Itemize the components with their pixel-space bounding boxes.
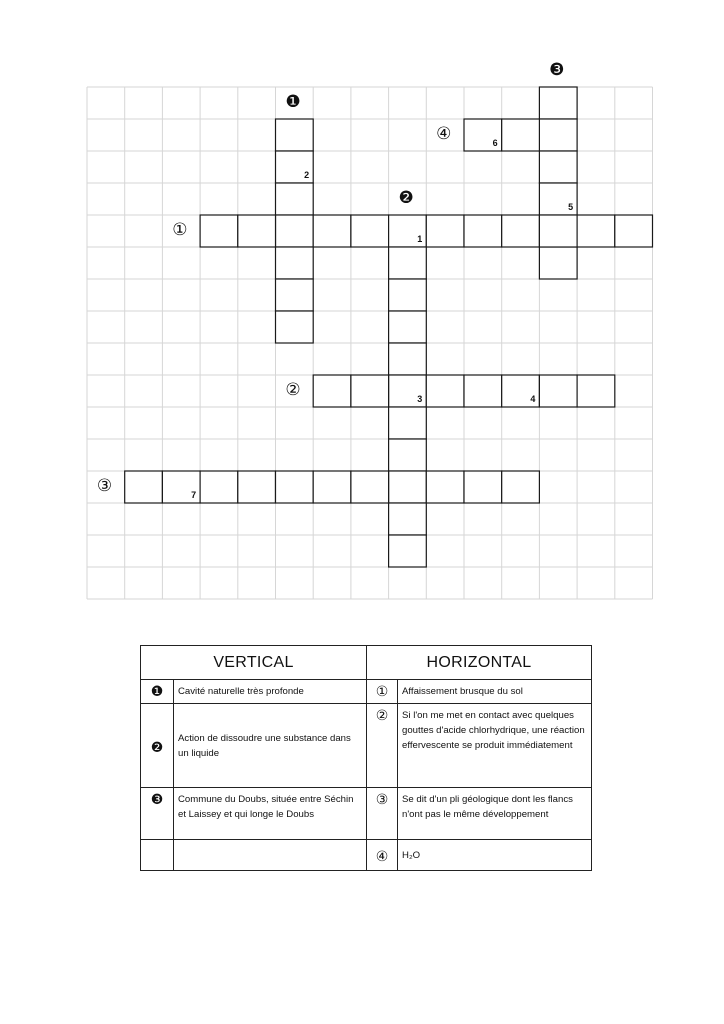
answer-cell	[238, 215, 276, 247]
answer-cell	[464, 215, 502, 247]
horizontal-clue-text: H₂O	[398, 840, 592, 871]
answer-cell	[577, 215, 615, 247]
vertical-clue-number	[141, 840, 174, 871]
answer-cell	[502, 119, 540, 151]
vertical-clue-text: Cavité naturelle très profonde	[174, 680, 367, 704]
answer-cell	[389, 407, 427, 439]
answer-cell	[539, 247, 577, 279]
answer-cell	[389, 471, 427, 503]
answer-cell	[389, 535, 427, 567]
horizontal-clue-number: ③	[367, 788, 398, 840]
clues-header-row	[141, 646, 592, 680]
answer-cell	[313, 375, 351, 407]
answer-cell	[389, 439, 427, 471]
answer-cell	[389, 311, 427, 343]
cell-number: 7	[191, 490, 197, 500]
clue-row	[141, 680, 592, 704]
answer-cell	[426, 215, 464, 247]
answer-cell	[539, 151, 577, 183]
cell-number: 6	[492, 138, 498, 148]
clue-row	[141, 840, 592, 871]
horizontal-clue-text: Se dit d'un pli géologique dont les flancs n'ont pas le même développement	[398, 788, 592, 840]
answer-cell	[577, 375, 615, 407]
answer-cell	[276, 471, 314, 503]
vertical-clue-number: ❷	[141, 704, 174, 788]
horizontal-clue-number: ②	[367, 704, 398, 788]
horizontal-clue-marker: ④	[436, 124, 452, 144]
answer-cell	[276, 247, 314, 279]
vertical-clue-text: Action de dissoudre une substance dans un liquide	[174, 704, 367, 788]
answer-cell	[615, 215, 653, 247]
horizontal-clue-marker: ②	[285, 380, 301, 400]
answer-cell	[539, 87, 577, 119]
horizontal-clue-text: Si l'on me met en contact avec quelques gouttes d'acide chlorhydrique, une réaction effervescente se produit immédiatement	[398, 704, 592, 788]
horizontal-clue-number: ①	[367, 680, 398, 704]
clue-row	[141, 704, 592, 788]
answer-cell	[200, 471, 238, 503]
answer-cell	[313, 471, 351, 503]
answer-cell	[389, 279, 427, 311]
answer-cell	[426, 375, 464, 407]
clues-table	[140, 645, 592, 871]
vertical-clue-marker: ❶	[285, 92, 301, 112]
answer-cell	[276, 311, 314, 343]
vertical-clue-number: ❸	[141, 788, 174, 840]
answer-cell	[502, 471, 540, 503]
cell-number: 4	[530, 394, 536, 404]
answer-cell	[539, 215, 577, 247]
answer-cell	[389, 343, 427, 375]
vertical-header: VERTICAL	[141, 646, 367, 680]
vertical-clue-marker: ❸	[549, 60, 565, 80]
answer-cell	[464, 375, 502, 407]
vertical-clue-marker: ❷	[398, 188, 414, 208]
horizontal-clue-text: Affaissement brusque du sol	[398, 680, 592, 704]
answer-cell	[351, 375, 389, 407]
answer-cell	[238, 471, 276, 503]
answer-cell	[539, 375, 577, 407]
horizontal-clue-marker: ①	[172, 220, 188, 240]
horizontal-clue-marker: ③	[96, 476, 113, 496]
horizontal-header: HORIZONTAL	[367, 646, 592, 680]
clue-row	[141, 788, 592, 840]
vertical-clue-text	[174, 840, 367, 871]
answer-cell	[502, 215, 540, 247]
answer-cell	[351, 471, 389, 503]
horizontal-clue-number: ④	[367, 840, 398, 871]
vertical-clue-text: Commune du Doubs, située entre Séchin et Laissey et qui longe le Doubs	[174, 788, 367, 840]
answer-cell	[276, 215, 314, 247]
cell-number: 5	[568, 202, 574, 212]
answer-cell	[426, 471, 464, 503]
answer-cell	[464, 471, 502, 503]
answer-cell	[276, 119, 314, 151]
answer-cell	[351, 215, 389, 247]
cell-number: 2	[304, 170, 310, 180]
answer-cell	[389, 247, 427, 279]
answer-cell	[125, 471, 163, 503]
answer-cell	[276, 183, 314, 215]
answer-cell	[389, 503, 427, 535]
answer-cell	[313, 215, 351, 247]
cell-number: 3	[417, 394, 423, 404]
vertical-clue-number: ❶	[141, 680, 174, 704]
cell-number: 1	[417, 234, 423, 244]
answer-cell	[539, 119, 577, 151]
answer-cell	[276, 279, 314, 311]
answer-cell	[200, 215, 238, 247]
